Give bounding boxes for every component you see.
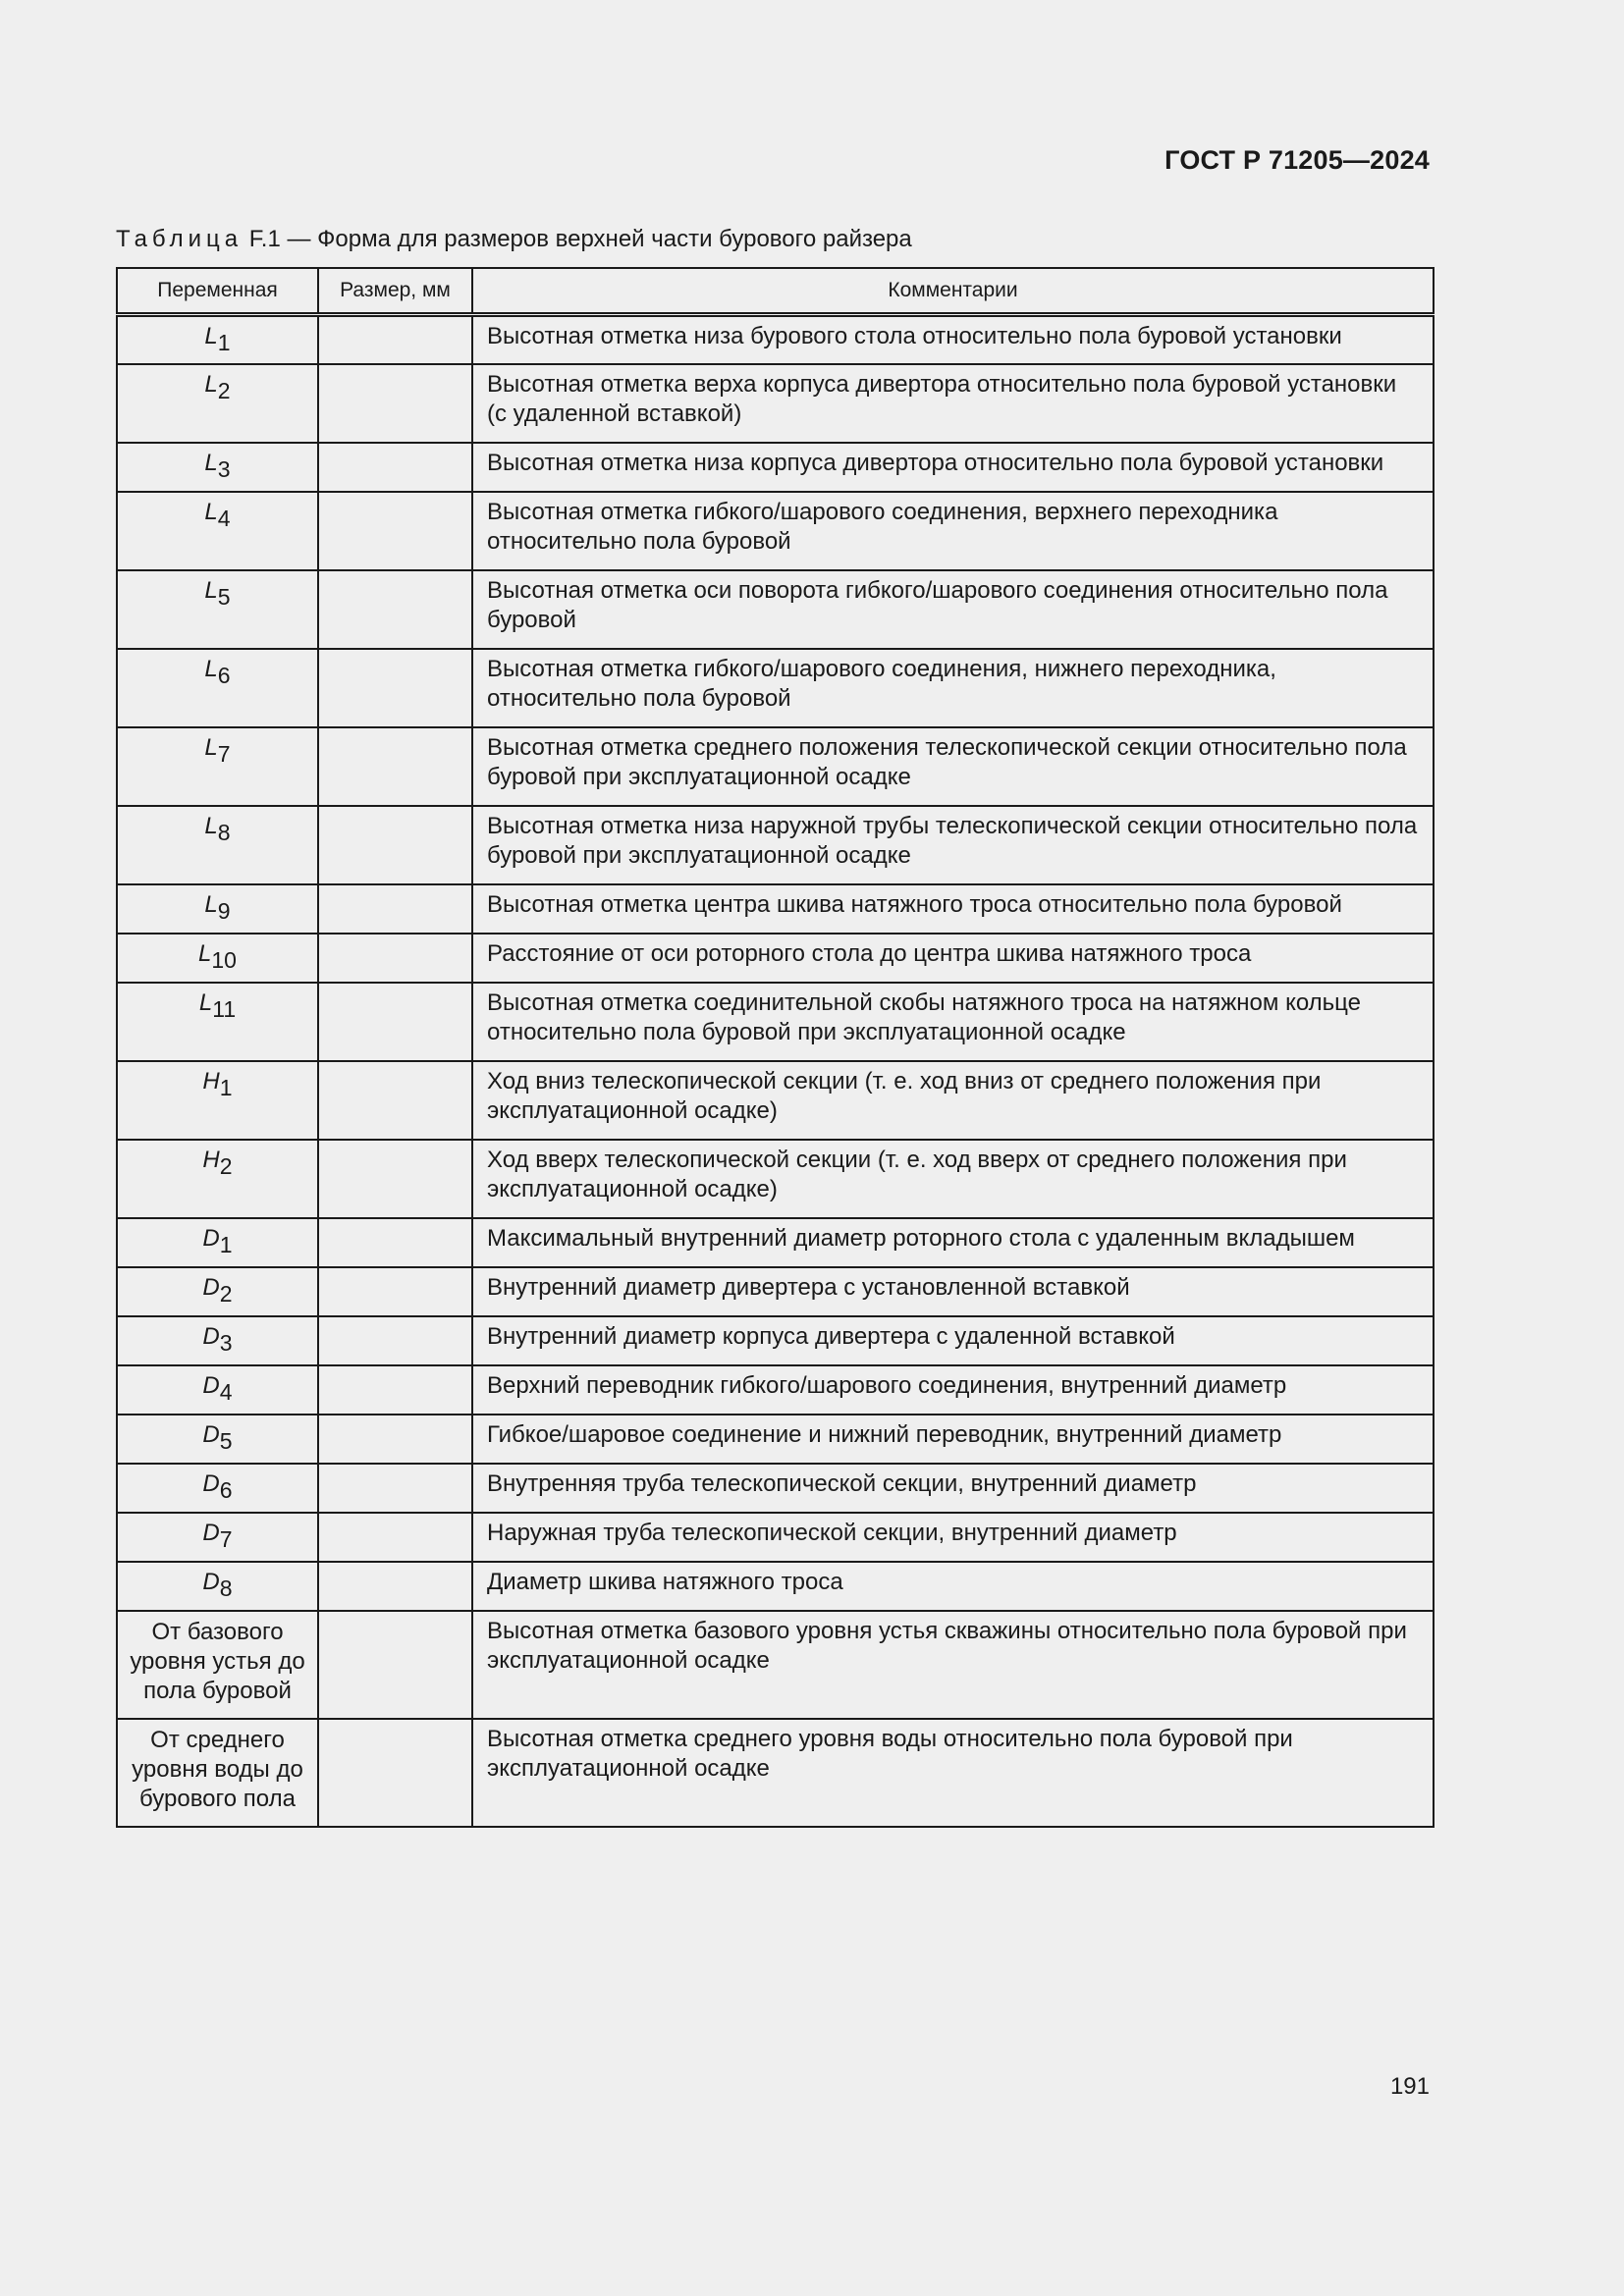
variable-cell — [117, 1464, 318, 1513]
table-row — [117, 1562, 1434, 1611]
variable-symbol: L — [204, 812, 218, 839]
size-cell[interactable] — [318, 1464, 472, 1513]
variable-subscript: 10 — [211, 946, 237, 973]
variable-subscript: 8 — [217, 819, 231, 845]
comment-cell: Высотная отметка гибкого/шарового соединения, нижнего переходника, относительно пола буровой — [472, 649, 1434, 727]
variable-subscript: 8 — [219, 1575, 233, 1601]
variable-cell — [117, 934, 318, 983]
variable-cell — [117, 1513, 318, 1562]
variable-symbol: L — [204, 733, 218, 761]
size-cell[interactable] — [318, 983, 472, 1061]
table-caption-text: F.1 — Форма для размеров верхней части бурового райзера — [248, 226, 912, 252]
variable-subscript: 2 — [217, 377, 231, 403]
table-row — [117, 1365, 1434, 1415]
table-row — [117, 1464, 1434, 1513]
riser-dimensions-table — [116, 267, 1435, 1828]
table-row — [117, 934, 1434, 983]
comment-cell: Высотная отметка низа бурового стола относительно пола буровой установки — [472, 315, 1434, 364]
table-row — [117, 1719, 1434, 1827]
variable-symbol: D — [202, 1420, 220, 1448]
variable-symbol: D — [202, 1469, 220, 1497]
variable-symbol: D — [202, 1224, 220, 1252]
variable-cell — [117, 983, 318, 1061]
size-cell[interactable] — [318, 1316, 472, 1365]
comment-cell: Высотная отметка центра шкива натяжного троса относительно пола буровой — [472, 884, 1434, 934]
variable-symbol: L — [204, 890, 218, 918]
size-cell[interactable] — [318, 1611, 472, 1719]
variable-subscript: 5 — [217, 583, 231, 610]
comment-cell: Высотная отметка среднего уровня воды относительно пола буровой при эксплуатационной осадке — [472, 1719, 1434, 1827]
variable-cell — [117, 492, 318, 570]
variable-subscript: 6 — [219, 1476, 233, 1503]
size-cell[interactable] — [318, 806, 472, 884]
table-row — [117, 570, 1434, 649]
document-id: ГОСТ Р 71205—2024 — [1164, 145, 1430, 175]
comment-cell: Высотная отметка низа наружной трубы телескопической секции относительно пола буровой при эксплуатационной осадке — [472, 806, 1434, 884]
variable-cell — [117, 1415, 318, 1464]
comment-cell: Высотная отметка среднего положения телескопической секции относительно пола буровой при эксплуатационной осадке — [472, 727, 1434, 806]
variable-symbol: L — [198, 939, 212, 967]
variable-subscript: 3 — [217, 455, 231, 482]
size-cell[interactable] — [318, 727, 472, 806]
variable-cell — [117, 1061, 318, 1140]
page-number: 191 — [1389, 2073, 1430, 2100]
column-header-comments: Комментарии — [472, 268, 1434, 315]
table-row — [117, 1061, 1434, 1140]
table-row — [117, 884, 1434, 934]
size-cell[interactable] — [318, 649, 472, 727]
comment-cell: Ход вниз телескопической секции (т. е. ход вниз от среднего положения при эксплуатационной осадке) — [472, 1061, 1434, 1140]
comment-cell: Высотная отметка гибкого/шарового соединения, верхнего переходника относительно пола буровой — [472, 492, 1434, 570]
variable-symbol: D — [202, 1519, 220, 1546]
size-cell[interactable] — [318, 1140, 472, 1218]
variable-symbol: L — [198, 988, 213, 1016]
variable-cell — [117, 364, 318, 443]
table-row — [117, 1267, 1434, 1316]
variable-symbol: H — [202, 1067, 220, 1095]
comment-cell: Высотная отметка соединительной скобы натяжного троса на натяжном кольце относительно пола буровой при эксплуатационной осадке — [472, 983, 1434, 1061]
table-row — [117, 1140, 1434, 1218]
variable-text: От базового уровня устья до пола буровой — [130, 1618, 305, 1704]
comment-cell: Внутренний диаметр корпуса дивертера с удаленной вставкой — [472, 1316, 1434, 1365]
variable-subscript: 4 — [219, 1378, 233, 1405]
variable-cell — [117, 570, 318, 649]
table-row — [117, 1218, 1434, 1267]
comment-cell: Наружная труба телескопической секции, внутренний диаметр — [472, 1513, 1434, 1562]
variable-cell — [117, 806, 318, 884]
variable-cell — [117, 1562, 318, 1611]
variable-text: От среднего уровня воды до бурового пола — [132, 1726, 303, 1812]
size-cell[interactable] — [318, 1415, 472, 1464]
variable-subscript: 4 — [217, 505, 231, 531]
variable-cell — [117, 443, 318, 492]
comment-cell: Максимальный внутренний диаметр роторного стола с удаленным вкладышем — [472, 1218, 1434, 1267]
comment-cell: Гибкое/шаровое соединение и нижний переводник, внутренний диаметр — [472, 1415, 1434, 1464]
column-header-size: Размер, мм — [318, 268, 472, 315]
variable-symbol: L — [204, 370, 218, 398]
variable-subscript: 3 — [219, 1329, 233, 1356]
comment-cell: Диаметр шкива натяжного троса — [472, 1562, 1434, 1611]
table-row — [117, 1611, 1434, 1719]
variable-symbol: L — [204, 576, 218, 604]
comment-cell: Высотная отметка базового уровня устья скважины относительно пола буровой при эксплуатационной осадке — [472, 1611, 1434, 1719]
variable-cell — [117, 1365, 318, 1415]
size-cell[interactable] — [318, 934, 472, 983]
variable-symbol: D — [202, 1371, 220, 1399]
table-row — [117, 315, 1434, 364]
table-row — [117, 727, 1434, 806]
variable-cell — [117, 884, 318, 934]
variable-subscript: 9 — [217, 897, 231, 924]
size-cell[interactable] — [318, 1513, 472, 1562]
size-cell[interactable] — [318, 1562, 472, 1611]
variable-cell — [117, 1719, 318, 1827]
variable-symbol: D — [202, 1273, 220, 1301]
size-cell[interactable] — [318, 492, 472, 570]
table-caption-label: Таблица — [116, 226, 244, 252]
variable-cell — [117, 315, 318, 364]
variable-subscript: 1 — [219, 1074, 233, 1100]
variable-cell — [117, 1267, 318, 1316]
variable-cell — [117, 1316, 318, 1365]
size-cell[interactable] — [318, 1218, 472, 1267]
variable-subscript: 1 — [217, 330, 231, 355]
variable-subscript: 2 — [219, 1152, 233, 1179]
variable-subscript: 6 — [217, 662, 231, 688]
table-row — [117, 364, 1434, 443]
size-cell[interactable] — [318, 1061, 472, 1140]
size-cell[interactable] — [318, 884, 472, 934]
comment-cell: Ход вверх телескопической секции (т. е. ход вверх от среднего положения при эксплуатационной осадке) — [472, 1140, 1434, 1218]
table-row — [117, 649, 1434, 727]
size-cell[interactable] — [318, 1267, 472, 1316]
table-caption — [116, 226, 912, 253]
size-cell[interactable] — [318, 1365, 472, 1415]
size-cell[interactable] — [318, 443, 472, 492]
table-row — [117, 1316, 1434, 1365]
table-header-row — [117, 268, 1434, 315]
variable-symbol: D — [202, 1322, 220, 1350]
comment-cell: Верхний переводник гибкого/шарового соединения, внутренний диаметр — [472, 1365, 1434, 1415]
column-header-variable: Переменная — [117, 268, 318, 315]
table-row — [117, 983, 1434, 1061]
variable-symbol: L — [204, 655, 218, 682]
table-row — [117, 806, 1434, 884]
size-cell[interactable] — [318, 1719, 472, 1827]
size-cell[interactable] — [318, 315, 472, 364]
variable-symbol: D — [202, 1568, 220, 1595]
size-cell[interactable] — [318, 364, 472, 443]
variable-subscript: 7 — [217, 740, 231, 767]
comment-cell: Расстояние от оси роторного стола до центра шкива натяжного троса — [472, 934, 1434, 983]
variable-cell — [117, 1218, 318, 1267]
comment-cell: Высотная отметка оси поворота гибкого/шарового соединения относительно пола буровой — [472, 570, 1434, 649]
variable-subscript: 11 — [212, 995, 237, 1022]
table-body — [117, 315, 1434, 1827]
variable-symbol: H — [202, 1146, 220, 1173]
variable-subscript: 7 — [219, 1525, 233, 1552]
variable-cell — [117, 1140, 318, 1218]
variable-symbol: L — [204, 498, 218, 525]
variable-subscript: 2 — [219, 1280, 233, 1307]
comment-cell: Высотная отметка низа корпуса дивертора относительно пола буровой установки — [472, 443, 1434, 492]
table-row — [117, 1513, 1434, 1562]
variable-symbol: L — [204, 323, 218, 349]
comment-cell: Внутренняя труба телескопической секции, внутренний диаметр — [472, 1464, 1434, 1513]
variable-cell — [117, 1611, 318, 1719]
comment-cell: Высотная отметка верха корпуса дивертора относительно пола буровой установки (с удаленной вставкой) — [472, 364, 1434, 443]
comment-cell: Внутренний диаметр дивертера с установленной вставкой — [472, 1267, 1434, 1316]
size-cell[interactable] — [318, 570, 472, 649]
variable-cell — [117, 649, 318, 727]
table-row — [117, 443, 1434, 492]
variable-cell — [117, 727, 318, 806]
variable-subscript: 5 — [219, 1427, 233, 1454]
table-row — [117, 492, 1434, 570]
variable-symbol: L — [204, 449, 218, 476]
variable-subscript: 1 — [219, 1231, 233, 1257]
table-row — [117, 1415, 1434, 1464]
